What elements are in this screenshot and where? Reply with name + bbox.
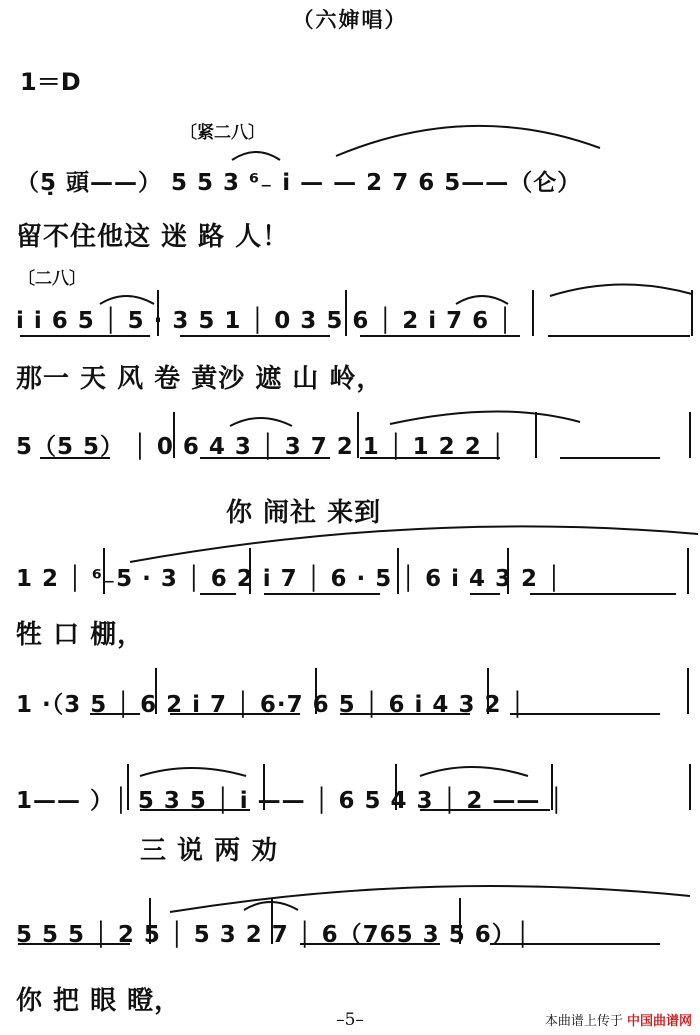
key-signature: 1＝D — [20, 68, 81, 96]
tempo-marker: 〔二八〕 — [18, 269, 86, 289]
lyric-line: 牲 口 棚， — [16, 620, 145, 650]
lyric-line: 你 把 眼 瞪， — [16, 986, 182, 1016]
tempo-marker: 〔紧二八〕 — [180, 123, 265, 143]
site-credit — [545, 1010, 692, 1029]
lyric-line: 那一 天 风 卷 黄沙 遮 山 岭， — [16, 364, 384, 394]
notation-line: （5̣ 頭——） 5 5 3 ⁶₋ i — — 2 7 6 5——（仑） — [16, 170, 582, 196]
lyric-line: 留不住他这 迷 路 人！ — [16, 222, 290, 252]
notation-line: i i 6 5 │ 5 · 3 5 1 │ 0 3 5 6 │ 2 i 7 6 │ — [16, 308, 513, 334]
site-name: 中国曲谱网 — [626, 1014, 692, 1029]
lyric-line: 三 说 两 劝 — [140, 836, 279, 866]
lyric-line: 你 闹社 来到 — [226, 498, 382, 528]
notation-line: 5 5 5 │ 2 5 │ 5 3 2 7 │ 6（765 3 5 6）│ — [16, 922, 531, 948]
notation-line: 5（5 5） │ 0 6 4 3 │ 3 7 2 1 │ 1 2 2 │ — [16, 434, 506, 460]
credit-text: 本曲谱上传于 — [544, 1014, 623, 1029]
section-header: （六婶唱） — [292, 7, 408, 32]
page-number: –5– — [336, 1010, 364, 1030]
notation-line: 1 ·（3 5 │ 6 2 i 7 │ 6·7 6 5 │ 6 i 4 3 2 │ — [16, 692, 526, 718]
notation-line: 1 2 │ ⁶₋5 · 3 │ 6 2 i 7 │ 6 · 5 │ 6 i 4 3 2 │ — [16, 566, 562, 592]
notation-line: 1—— ）│ 5 3 5 │ i —— │ 6 5 4 3 │ 2 —— │ — [16, 788, 565, 814]
